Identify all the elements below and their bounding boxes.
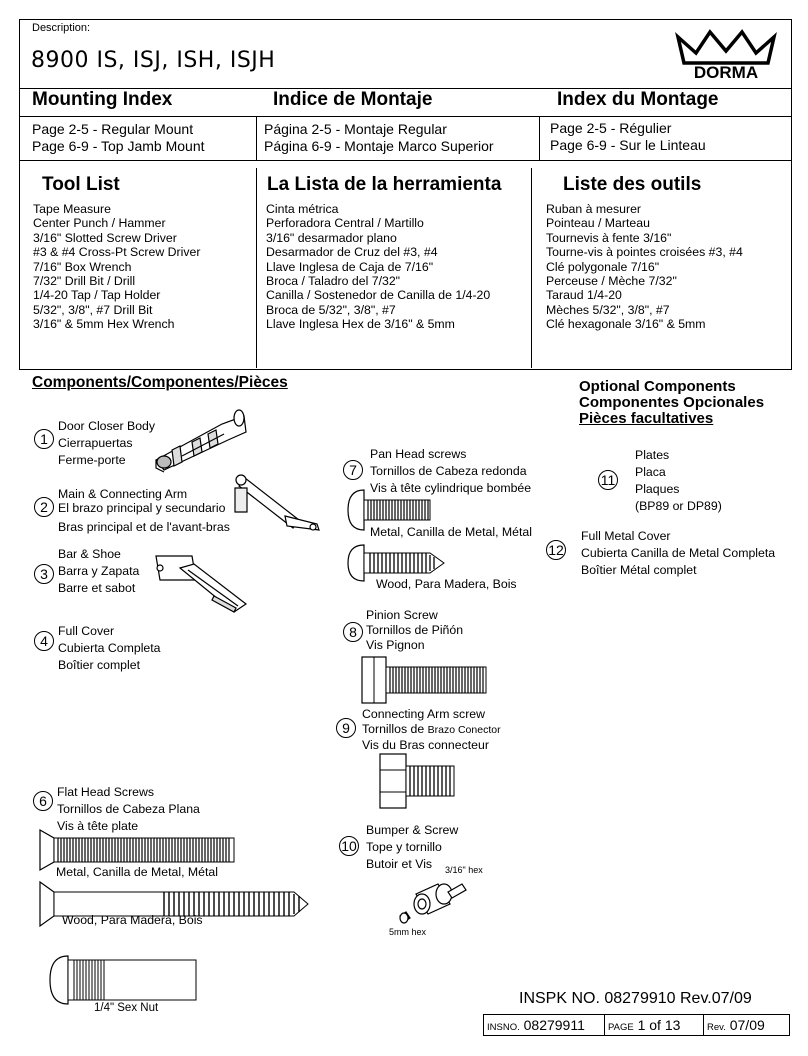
pan-metal-label: Metal, Canilla de Metal, Métal [370, 525, 532, 539]
tool-item: Canilla / Sostenedor de Canilla de 1/4-20 [266, 288, 491, 303]
tool-item: Llave Inglesa de Caja de 7/16" [266, 259, 434, 274]
mounting-line: Page 6-9 - Sur le Linteau [550, 137, 706, 153]
item-3-label [58, 546, 139, 597]
connecting-arm-screw-illustration [378, 752, 458, 812]
item-line: Butoir et Vis [366, 857, 433, 871]
item-number: 9 [336, 718, 356, 738]
item-11-label [635, 447, 722, 515]
item-line: Vis du Bras connecteur [362, 738, 489, 752]
mounting-heading-en: Mounting Index [32, 89, 173, 110]
ins-label: INSNO. [487, 1022, 520, 1033]
tool-heading-es: La Lista de la herramienta [267, 174, 502, 195]
item-line: Door Closer Body [58, 419, 156, 433]
item-line: Boîtier complet [58, 658, 141, 672]
arm-illustration [225, 472, 325, 534]
tool-item: Ruban à mesurer [546, 202, 642, 216]
divider [539, 116, 540, 160]
tool-item: 7/16" Box Wrench [33, 259, 132, 274]
mounting-heading-fr: Index du Montage [557, 89, 719, 110]
ins-number-box [483, 1014, 605, 1036]
rev-label: Rev. [707, 1022, 726, 1033]
item-line: Vis à tête plate [57, 819, 139, 833]
tool-list-en [33, 202, 200, 332]
item-line: Flat Head Screws [57, 785, 155, 799]
hex-5mm-label: 5mm hex [389, 927, 427, 937]
tool-item: Llave Inglesa Hex de 3/16" & 5mm [266, 317, 455, 332]
item-line: Vis Pignon [366, 638, 425, 652]
tool-item: Tournevis à fente 3/16" [546, 230, 672, 245]
rev-value: 07/09 [729, 1017, 765, 1033]
sex-nut-illustration [48, 954, 200, 1006]
item-line: (BP89 or DP89) [635, 499, 722, 513]
item-line: Connecting Arm screw [362, 707, 486, 721]
item-line-part: Tornillos de [362, 722, 425, 736]
item-line: Cierrapuertas [58, 436, 133, 450]
item-line: Bar & Shoe [58, 547, 121, 561]
page-label: PAGE [608, 1022, 634, 1033]
mounting-line: Page 2-5 - Régulier [550, 120, 672, 136]
brand-text: DORMA [693, 63, 759, 82]
tool-item: Desarmador de Cruz del #3, #4 [266, 245, 438, 260]
tool-item: 3/16" desarmador plano [266, 230, 397, 245]
optional-title-line: Pièces facultatives [579, 410, 714, 427]
tool-item: 7/32" Drill Bit / Drill [33, 274, 136, 289]
item-line: Boîtier Métal complet [581, 563, 697, 577]
mounting-line: Page 2-5 - Regular Mount [32, 121, 194, 137]
mounting-heading-es: Indice de Montaje [273, 89, 433, 110]
tool-item: #3 & #4 Cross-Pt Screw Driver [33, 245, 201, 260]
mounting-line: Page 6-9 - Top Jamb Mount [32, 138, 205, 154]
item-line: Bras principal et de l'avant-bras [58, 520, 230, 534]
divider [256, 116, 257, 160]
item-line: Full Metal Cover [581, 529, 671, 543]
item-number: 7 [343, 460, 363, 480]
tool-list-fr [546, 202, 743, 332]
model-title: 8900 IS, ISJ, ISH, ISJH [31, 48, 276, 73]
item-number: 12 [546, 540, 566, 560]
optional-title [579, 379, 764, 427]
tool-item: 5/32", 3/8", #7 Drill Bit [33, 302, 153, 317]
item-line: Main & Connecting Arm [58, 487, 188, 501]
item-line: Tope y tornillo [366, 840, 442, 854]
item-line: Plaques [635, 482, 680, 496]
item-line: Tornillos de Cabeza Plana [57, 802, 200, 816]
item-12-label [581, 528, 775, 579]
tool-item: Mèches 5/32", 3/8", #7 [546, 302, 670, 317]
pan-wood-label: Wood, Para Madera, Bois [376, 577, 517, 591]
tool-item: Center Punch / Hammer [33, 216, 166, 231]
item-number: 10 [339, 836, 359, 856]
divider [531, 168, 532, 368]
item-line-part: Brazo Conector [427, 724, 501, 736]
divider [19, 116, 791, 117]
divider [19, 160, 791, 161]
item-line: Tornillos de Piñón [366, 623, 464, 637]
mounting-col-en [32, 121, 205, 155]
door-closer-body-illustration [152, 404, 248, 472]
dorma-logo [676, 29, 776, 81]
mounting-line: Página 6-9 - Montaje Marco Superior [264, 138, 494, 154]
item-8-label [366, 608, 463, 653]
item-line [362, 722, 501, 738]
hex-316-label: 3/16" hex [445, 865, 483, 875]
flat-wood-label: Wood, Para Madera, Bois [62, 913, 203, 927]
tool-item: Clé polygonale 7/16" [546, 259, 660, 274]
tool-item: Tape Measure [33, 202, 111, 216]
item-line: Placa [635, 465, 666, 479]
tool-item: Pointeau / Marteau [546, 216, 650, 231]
item-1-label [58, 418, 155, 469]
item-line: Barre et sabot [58, 581, 136, 595]
sex-nut-label: 1/4" Sex Nut [94, 1002, 159, 1014]
item-number: 4 [34, 631, 54, 651]
item-line: Bumper & Screw [366, 823, 459, 837]
item-line: Pan Head screws [370, 447, 467, 461]
tool-item: 1/4-20 Tap / Tap Holder [33, 288, 161, 303]
item-number: 6 [33, 791, 53, 811]
item-number: 3 [34, 564, 54, 584]
item-number: 8 [343, 622, 363, 642]
item-line: Pinion Screw [366, 608, 438, 622]
item-number: 2 [34, 497, 54, 517]
flat-metal-label: Metal, Canilla de Metal, Métal [56, 865, 218, 879]
bumper-and-screw-illustration [394, 876, 470, 926]
tool-item: Broca de 5/32", 3/8", #7 [266, 302, 396, 317]
tool-item: Perforadora Central / Martillo [266, 216, 424, 231]
item-line: Cubierta Canilla de Metal Completa [581, 546, 776, 560]
bar-and-shoe-illustration [150, 552, 250, 616]
mounting-line: Página 2-5 - Montaje Regular [264, 121, 447, 137]
item-line: Cubierta Completa [58, 641, 161, 655]
item-line: Barra y Zapata [58, 564, 140, 578]
page-value: 1 of 13 [637, 1017, 681, 1033]
mounting-col-fr [550, 120, 706, 154]
item-line: Full Cover [58, 624, 115, 638]
item-line: Ferme-porte [58, 453, 126, 467]
tool-heading-fr: Liste des outils [563, 174, 702, 195]
tool-item: Broca / Taladro del 7/32" [266, 274, 401, 289]
inspk-number: INSPK NO. 08279910 Rev.07/09 [519, 990, 752, 1007]
tool-item: Tourne-vis à pointes croisées #3, #4 [546, 245, 743, 260]
tool-item: Clé hexagonale 3/16" & 5mm [546, 317, 706, 332]
optional-title-line: Optional Components [579, 378, 736, 395]
item-number: 11 [598, 470, 618, 490]
item-4-label [58, 623, 161, 674]
mounting-col-es [264, 121, 494, 155]
tool-heading-en: Tool List [42, 174, 120, 195]
tool-item: Perceuse / Mèche 7/32" [546, 274, 677, 289]
components-title: Components/Componentes/Pièces [32, 374, 288, 391]
description-label: Description: [32, 22, 91, 34]
optional-title-line: Componentes Opcionales [579, 394, 765, 411]
item-2-label [58, 486, 230, 536]
ins-value: 08279911 [523, 1017, 585, 1033]
divider [256, 168, 257, 368]
tool-item: Taraud 1/4-20 [546, 288, 622, 303]
tool-item: 3/16" Slotted Screw Driver [33, 230, 177, 245]
item-line: Plates [635, 448, 670, 462]
item-line: Tornillos de Cabeza redonda [370, 464, 527, 478]
tool-list-es [266, 202, 490, 332]
tool-item: 3/16" & 5mm Hex Wrench [33, 317, 175, 332]
item-number: 1 [34, 429, 54, 449]
page-box [605, 1014, 704, 1036]
pinion-screw-illustration [360, 655, 490, 705]
item-line: El brazo principal y secundario [58, 501, 226, 515]
item-line: Vis à tête cylindrique bombée [370, 481, 532, 495]
rev-box [704, 1014, 790, 1036]
tool-item: Cinta métrica [266, 202, 339, 216]
item-9-label [362, 707, 501, 753]
